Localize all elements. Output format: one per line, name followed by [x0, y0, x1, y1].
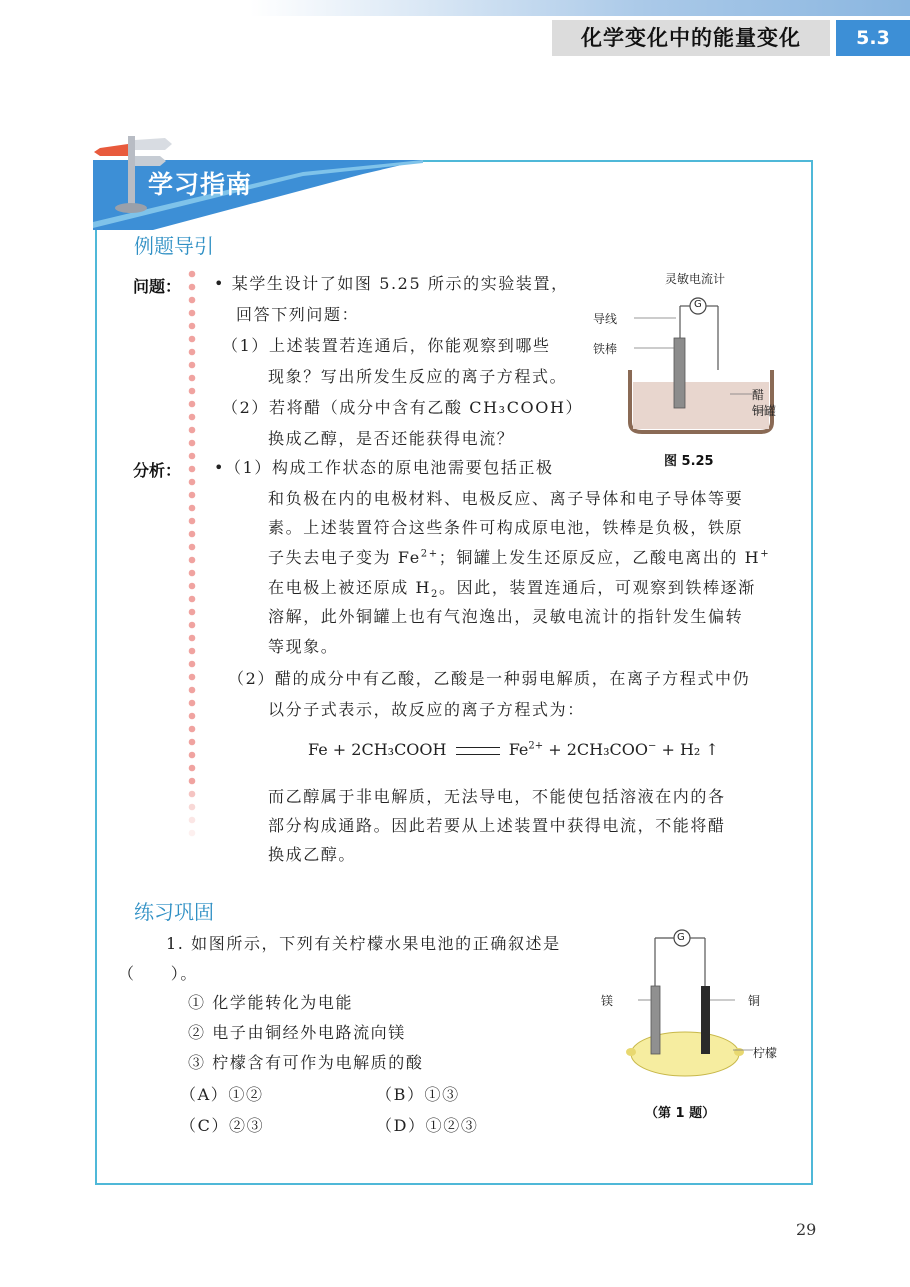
analysis-line-7: 等现象。: [268, 637, 339, 656]
label-copper: 铜: [748, 994, 761, 1008]
practice-heading: 练习巩固: [134, 900, 214, 924]
h-superscript: +: [760, 548, 771, 560]
analysis-label: 分析：: [133, 461, 182, 480]
reaction-equation: [308, 740, 719, 760]
figure-5-25-caption: 图 5.25: [664, 454, 714, 469]
example-heading: 例题导引: [134, 234, 214, 258]
question-line-4: 现象？写出所发生反应的离子方程式。: [268, 367, 568, 386]
q1-answer-blank: （ ）。: [118, 964, 199, 983]
label-g-lemon: G: [677, 932, 685, 943]
analysis-line-6: 溶解，此外铜罐上也有气泡逸出，灵敏电流计的指针发生偏转: [268, 607, 744, 626]
q2-formula: CH₃COOH）: [469, 398, 584, 417]
equation-h2: + H₂ ↑: [656, 740, 719, 759]
analysis-line-3: 素。上述装置符合这些条件可构成原电池，铁棒是负极，铁原: [268, 518, 744, 537]
equation-left: Fe + 2CH₃COOH: [308, 740, 447, 759]
h2-subscript: 2: [431, 589, 440, 601]
q1-stem-line-1: 1. 如图所示，下列有关柠檬水果电池的正确叙述是: [166, 934, 561, 953]
question-line-1: • 某学生设计了如图 5.25 所示的实验装置，: [214, 274, 569, 293]
fe-line-mid: ；铜罐上发生还原反应，乙酸电离出的 H: [438, 548, 761, 567]
analysis-line-5: [268, 578, 756, 601]
label-wire: 导线: [593, 312, 618, 326]
question-line-3: （1）上述装置若连通后，你能观察到哪些: [222, 336, 551, 355]
fe-line-prefix: 子失去电子变为 Fe: [268, 548, 421, 567]
q1-statement-1: ① 化学能转化为电能: [188, 993, 354, 1012]
q2-prefix: （2）若将醋（成分中含有乙酸: [222, 398, 470, 417]
h2-line-prefix: 在电极上被还原成 H: [268, 578, 432, 597]
fe-superscript: 2+: [420, 548, 439, 560]
analysis-line-9: 以分子式表示，故反应的离子方程式为：: [268, 700, 585, 719]
banner-title: 学习指南: [148, 170, 253, 199]
analysis-line-10: 而乙醇属于非电解质，无法导电，不能使包括溶液在内的各: [268, 787, 726, 806]
q1-statement-2: ② 电子由铜经外电路流向镁: [188, 1023, 406, 1042]
q1-option-b: （B）①③: [376, 1085, 460, 1104]
analysis-line-4: [268, 548, 770, 568]
analysis-line-12: 换成乙醇。: [268, 845, 357, 864]
equation-fe-charge: 2+: [528, 740, 544, 752]
analysis-line-2: 和负极在内的电极材料、电极反应、离子导体和电子导体等要: [268, 489, 744, 508]
dotted-divider: [186, 270, 198, 850]
label-lemon: 柠檬: [753, 1046, 778, 1060]
q1-figure-caption: （第 1 题）: [645, 1106, 716, 1121]
analysis-line-1: •（1）构成工作状态的原电池需要包括正极: [214, 458, 554, 477]
label-copper-can: 铜罐: [752, 404, 777, 418]
label-galvanometer: 灵敏电流计: [665, 272, 726, 286]
label-magnesium: 镁: [601, 994, 614, 1008]
page-number: 29: [796, 1220, 817, 1239]
label-g-525: G: [694, 299, 702, 310]
lemon-battery-diagram: [625, 928, 755, 1078]
q1-option-d: （D）①②③: [376, 1116, 479, 1135]
question-label: 问题：: [133, 277, 182, 296]
equals-sign: [456, 747, 500, 755]
chapter-title: 化学变化中的能量变化: [581, 26, 801, 50]
h2-line-suffix: 。因此，装置连通后，可观察到铁棒逐渐: [439, 578, 756, 597]
equation-acetate: + 2CH₃COO: [543, 740, 648, 759]
header-gradient: [250, 0, 910, 16]
label-iron-rod: 铁棒: [593, 342, 618, 356]
section-number: 5.3: [856, 27, 890, 49]
q1-option-c: （C）②③: [180, 1116, 265, 1135]
question-line-6: 换成乙醇，是否还能获得电流？: [268, 429, 515, 448]
q1-option-a: （A）①②: [180, 1085, 264, 1104]
equation-acetate-charge: −: [647, 740, 657, 752]
q1-statement-3: ③ 柠檬含有可作为电解质的酸: [188, 1053, 424, 1072]
analysis-line-8: （2）醋的成分中有乙酸，乙酸是一种弱电解质，在离子方程式中仍: [228, 669, 751, 688]
label-vinegar: 醋: [752, 388, 765, 402]
question-line-2: 回答下列问题：: [236, 305, 360, 324]
analysis-line-11: 部分构成通路。因此若要从上述装置中获得电流，不能将醋: [268, 816, 726, 835]
question-line-5: [222, 398, 583, 418]
equation-fe: Fe: [508, 740, 529, 759]
